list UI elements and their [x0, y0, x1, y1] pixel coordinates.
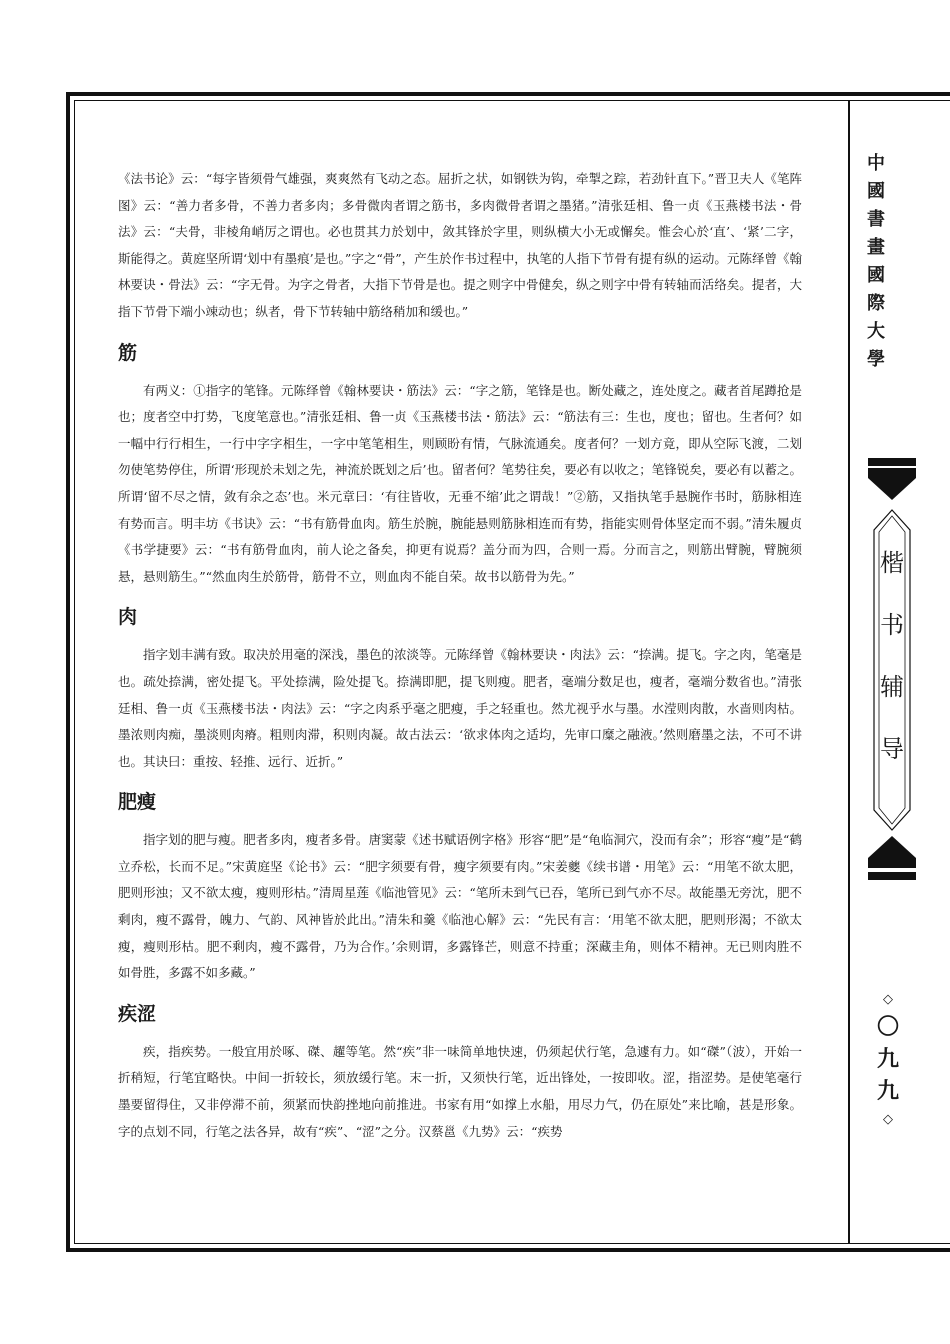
title-char: 書 [867, 209, 885, 230]
decorative-bar-top [868, 458, 916, 466]
title-char: 國 [867, 181, 885, 202]
page-digit: 〇 [876, 1015, 899, 1040]
chevron-ornament-bottom [868, 836, 916, 868]
heading-feishou: 肥瘦 [118, 791, 157, 814]
decorative-bar-bottom [868, 872, 916, 880]
paragraph-jin: 有两义：①指字的笔锋。元陈绎曾《翰林要诀・筋法》云：“字之筋，笔锋是也。断处藏之，连处度之。藏者首尾蹲抢是也；度者空中打势，飞度笔意也。”清张廷相、鲁一贞《玉燕楼书法・筋法》云：“筋法有三：生也，度也；留也。生者何？如一幅中行行相生，一行中字字相生，一字中笔笔相生，则顾盼有情，气脉流通矣。度者何？一划方竟，即从空际飞渡，二划勿使笔势停住，所谓‘形现於未划之先，神流於既划之后’也。留者何？笔势往矣，要必有以收之；笔锋锐矣，要必有以蓄之。所谓‘留不尽之情，敛有余之态’也。米元章曰：‘有往皆收，无垂不缩’此之谓哉！”②筋，又指执笔手悬腕作书时，筋脉相连有势而言。明丰坊《书诀》云：“书有筋骨血肉。筋生於腕，腕能悬则筋脉相连而有势，指能实则骨体坚定而不弱。”清朱履贞《书学捷要》云：“书有筋骨血肉，前人论之备矣，抑更有说焉？盖分而为四，合则一焉。分而言之，则筋出臂腕，臂腕须悬，悬则筋生。”“然血肉生於筋骨，筋骨不立，则血肉不能自荣。故书以筋骨为先。” [118, 382, 802, 584]
heading-rou: 肉 [118, 606, 138, 629]
paragraph-gu-quotes: 《法书论》云：“每字皆须骨气雄强，爽爽然有飞动之态。屈折之状，如钢铁为钩，牵掣之踪，若劲针直下。”晋卫夫人《笔阵图》云：“善力者多骨，不善力者多肉；多骨微肉者谓之筋书，多肉微骨者谓之墨猪。”清张廷相、鲁一贞《玉燕楼书法・骨法》云：“夫骨，非棱角峭厉之谓也。必也贯其力於划中，敛其锋於字里，则纵横大小无或懈矣。惟会心於‘直’、‘紧’二字，斯能得之。黄庭坚所谓‘划中有墨痕’是也。”字之“骨”，产生於作书过程中，执笔的人指下节骨有提有纵的运动。元陈绎曾《翰林要诀・骨法》云：“字无骨。为字之骨者，大指下节骨是也。提之则字中骨健矣，纵之则字中骨有转轴而活络矣。提者，大指下节骨下端小竦动也；纵者，骨下节转轴中筋络稍加和缓也。” [118, 171, 802, 319]
page-digit: 九 [876, 1079, 899, 1104]
paragraph-feishou: 指字划的肥与瘦。肥者多肉，瘦者多骨。唐窦蒙《述书赋语例字格》形容“肥”是“龟临洞穴，没而有余”；形容“瘦”是“鹤立乔松，长而不足。”宋黄庭坚《论书》云：“肥字须要有骨，瘦字须要有肉。”宋姜夔《续书谱・用笔》云：“用笔不欲太肥，肥则形浊；又不欲太瘦，瘦则形枯。”清周星莲《临池管见》云：“笔所未到气已吞，笔所已到气亦不尽。故能墨无旁沈，肥不剩肉，瘦不露骨，魄力、气韵、风神皆於此出。”清朱和羹《临池心解》云：“先民有言：‘用笔不欲太肥，肥则形渴；不欲太瘦，瘦则形枯。肥不剩肉，瘦不露骨，乃为合作。’余则谓，多露锋芒，则意不持重；深藏圭角，则体不精神。无已则肉胜不如骨胜，多露不如多藏。” [118, 832, 802, 981]
label-char: 楷 [880, 549, 904, 577]
diamond-icon: ◇ [883, 1112, 893, 1127]
title-char: 國 [867, 265, 885, 286]
label-char: 导 [880, 735, 904, 763]
paragraph-jise: 疾，指疾势。一般宜用於啄、磔、趯等笔。然“疾”非一味简单地快速，仍须起伏行笔，急遽有力。如“磔”（波），开始一折稍短，行笔宜略快。中间一折较长，须放缓行笔。末一折，又须快行笔，近出锋处，一按即收。涩，指涩势。是使笔毫行墨要留得住，又非停滞不前，须紧而快韵挫地向前推进。书家有用“如撑上水船，用尽力气，仍在原处”来比喻，甚是形象。字的点划不同，行笔之法各异，故有“疾”、“涩”之分。汉蔡邕《九势》云：“疾势 [118, 1043, 802, 1139]
institution-title [858, 150, 894, 374]
section-label [872, 508, 912, 832]
title-char: 畫 [867, 237, 885, 258]
paragraph-rou: 指字划丰满有致。取决於用毫的深浅，墨色的浓淡等。元陈绎曾《翰林要诀・肉法》云：“捺满。提飞。字之肉，笔毫是也。疏处捺满，密处提飞。平处捺满，险处提飞。捺满即肥，提飞则瘦。肥者，毫端分数足也，瘦者，毫端分数省也。”清张廷相、鲁一贞《玉燕楼书法・肉法》云：“字之肉系乎毫之肥瘦，手之轻重也。然尤视乎水与墨。水滢则肉散，水啬则肉枯。墨浓则肉痴，墨淡则肉瘠。粗则肉滞，积则肉凝。故古法云：‘欲求体肉之适均，先审口糜之融液。’然则磨墨之法，不可不讲也。其诀曰：重按、轻推、远行、近折。” [118, 647, 802, 769]
sidebar-divider [848, 100, 850, 1244]
page-digit: 九 [876, 1047, 899, 1072]
label-char: 辅 [880, 673, 904, 701]
title-char: 際 [867, 293, 885, 314]
page-number [868, 988, 908, 1132]
chevron-ornament-top [868, 468, 916, 500]
title-char: 大 [867, 321, 885, 342]
diamond-icon: ◇ [883, 992, 893, 1007]
heading-jin: 筋 [118, 341, 138, 364]
main-text [118, 166, 802, 1145]
heading-jise: 疾涩 [118, 1002, 157, 1025]
title-char: 學 [867, 349, 885, 370]
title-char: 中 [867, 153, 885, 174]
label-char: 书 [880, 611, 904, 639]
